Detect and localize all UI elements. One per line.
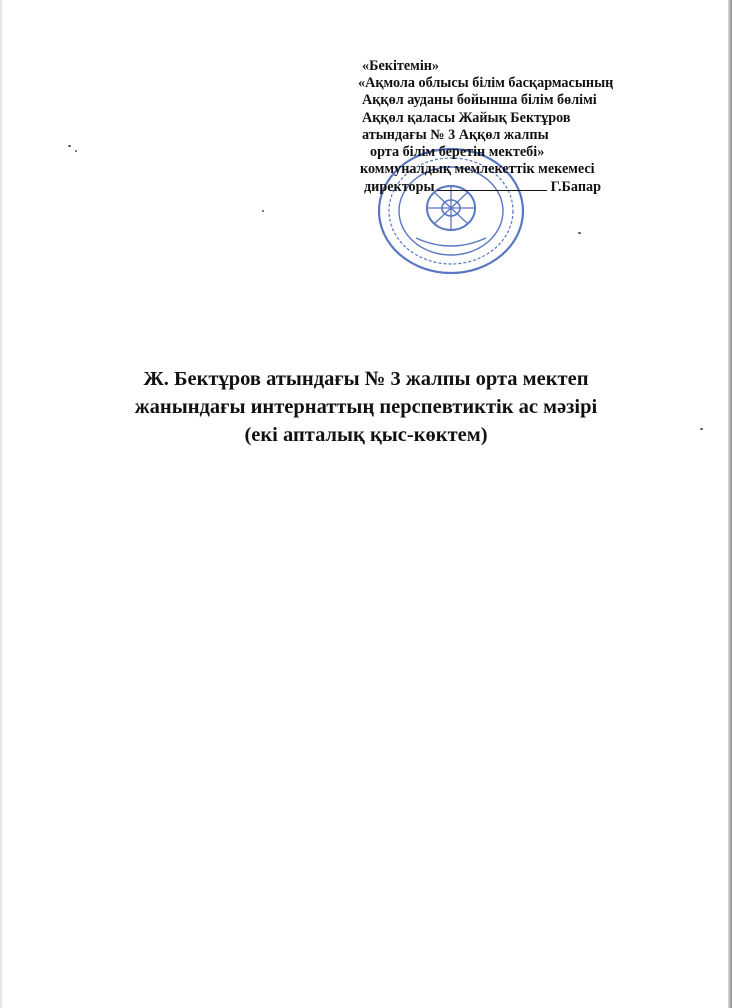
scan-speck <box>578 232 581 234</box>
approval-line: «Ақмола облысы білім басқармасының <box>358 75 614 92</box>
approval-line: орта білім беретін мектебі» <box>370 144 545 161</box>
approval-block <box>358 58 698 197</box>
approval-line: коммуналдық мемлекеттік мекемесі <box>360 161 595 178</box>
title-line: (екі апталық қыс-көктем) <box>244 424 488 446</box>
approval-line: атындағы № 3 Аққөл жалпы <box>362 126 549 143</box>
title-line: жанындағы интернаттың перспевтиктік ас мәзірі <box>134 396 598 418</box>
director-name: Г.Бапар <box>550 179 601 196</box>
title-line: Ж. Бектұров атындағы № 3 жалпы орта мектеп <box>143 368 589 390</box>
scan-right-edge <box>728 0 732 1008</box>
document-title <box>0 365 732 449</box>
scan-speck <box>68 145 71 147</box>
emblem-base-arc <box>416 238 486 246</box>
approval-line: Аққөл қаласы Жайық Бектұров <box>362 109 571 126</box>
scan-left-edge <box>0 0 2 1008</box>
approval-line: Аққөл ауданы бойынша білім бөлімі <box>362 92 597 109</box>
signature-blank <box>437 178 547 191</box>
director-signature-line <box>358 178 698 196</box>
scan-speck <box>75 150 77 152</box>
scan-speck <box>262 210 264 212</box>
approval-line: «Бекітемін» <box>362 58 440 74</box>
director-label: директоры <box>364 179 435 196</box>
